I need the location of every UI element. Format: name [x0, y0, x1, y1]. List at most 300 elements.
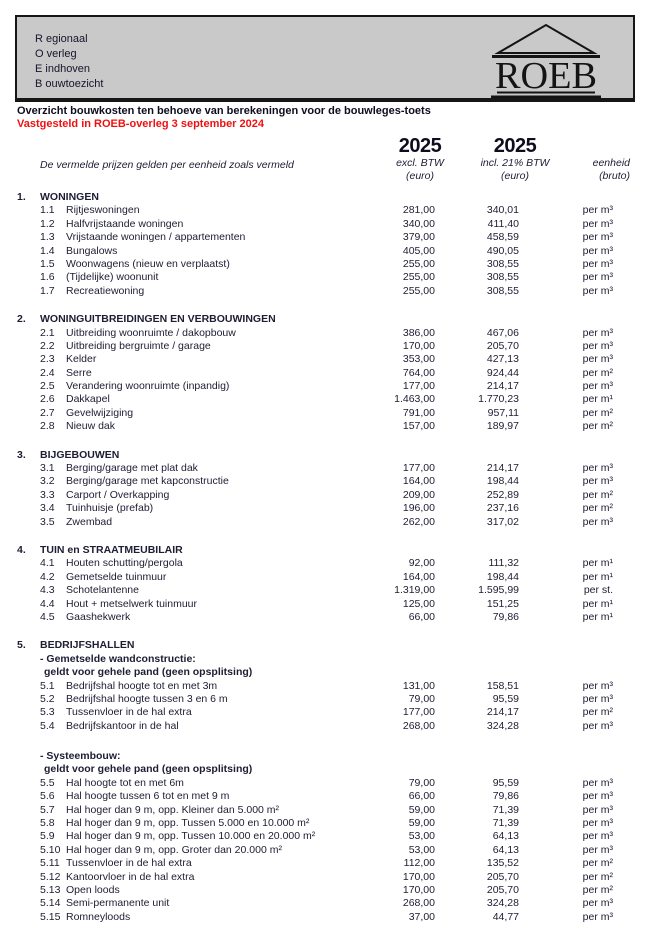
row-label: Tuinhuisje (prefab) — [66, 502, 154, 515]
row-number: 1.1 — [40, 204, 55, 217]
excl-btw-label: excl. BTW — [396, 157, 444, 169]
roeb-logo — [485, 22, 607, 105]
table-row — [17, 231, 651, 244]
spacer — [17, 666, 40, 679]
spacer — [17, 897, 40, 910]
spacer — [17, 393, 40, 406]
section-title: WONINGUITBREIDINGEN EN VERBOUWINGEN — [40, 313, 276, 326]
row-unit: per m³ — [582, 217, 613, 230]
row-price-incl: 205,70 — [486, 339, 519, 352]
table-row — [17, 353, 651, 366]
spacer — [17, 777, 40, 790]
row-number: 1.7 — [40, 284, 55, 297]
row-price-incl: 198,44 — [486, 570, 519, 583]
row-label: Romneyloods — [66, 910, 131, 923]
row-unit: per m³ — [582, 380, 613, 393]
row-price-incl: 214,17 — [486, 462, 519, 475]
spacer — [17, 258, 40, 271]
row-price-excl: 379,00 — [402, 231, 435, 244]
row-unit: per m³ — [582, 817, 613, 830]
row-price-incl: 71,39 — [492, 817, 519, 830]
table-row — [17, 844, 651, 857]
row-number: 2.4 — [40, 366, 55, 379]
row-label: Hal hoogte tussen 6 tot en met 9 m — [66, 790, 230, 803]
table-row — [17, 502, 651, 515]
spacer — [17, 340, 40, 353]
org-name-lines — [35, 32, 103, 92]
section-group — [17, 462, 651, 529]
row-label: Gemetselde tuinmuur — [66, 570, 167, 583]
table-row — [17, 285, 651, 298]
row-unit: per st. — [583, 584, 613, 597]
group-subtitle — [17, 666, 651, 679]
row-number: 5.14 — [40, 897, 61, 910]
group-subtitle-text: geldt voor gehele pand (geen opsplitsing) — [44, 763, 253, 776]
row-price-incl: 427,13 — [486, 353, 519, 366]
row-number: 2.6 — [40, 393, 55, 406]
section-title: WONINGEN — [40, 191, 99, 203]
org-line-overleg: O verleg — [35, 48, 77, 60]
row-price-incl: 467,06 — [486, 326, 519, 339]
row-number: 2.2 — [40, 339, 55, 352]
sections — [17, 191, 651, 924]
row-label: Hal hoogte tot en met 6m — [66, 776, 184, 789]
column-headers — [17, 135, 651, 183]
row-number: 3.4 — [40, 502, 55, 515]
row-price-excl: 268,00 — [402, 719, 435, 732]
row-price-excl: 1.463,00 — [394, 393, 435, 406]
spacer — [17, 871, 40, 884]
row-number: 5.15 — [40, 910, 61, 923]
row-label: Kantoorvloer in de hal extra — [66, 870, 195, 883]
section-title: BEDRIJFSHALLEN — [40, 639, 135, 652]
row-price-excl: 112,00 — [403, 857, 435, 870]
group-subtitle-text: - Systeembouw: — [40, 750, 121, 763]
row-unit: per m³ — [582, 326, 613, 339]
table-row — [17, 857, 651, 870]
table-row — [17, 706, 651, 719]
spacer — [17, 571, 40, 584]
row-unit: per m² — [582, 502, 613, 515]
row-number: 2.1 — [40, 326, 55, 339]
row-price-excl: 170,00 — [402, 870, 435, 883]
row-price-incl: 214,17 — [486, 380, 519, 393]
row-price-excl: 177,00 — [402, 380, 435, 393]
row-price-excl: 281,00 — [402, 204, 435, 217]
section-number: 2. — [17, 313, 26, 326]
row-unit: per m³ — [582, 462, 613, 475]
row-price-excl: 66,00 — [408, 790, 435, 803]
spacer — [17, 231, 40, 244]
row-label: Houten schutting/pergola — [66, 557, 183, 570]
row-number: 5.11 — [40, 857, 60, 870]
row-unit: per m² — [582, 406, 613, 419]
spacer — [17, 598, 40, 611]
row-label: Bedrijfshal hoogte tussen 3 en 6 m — [66, 692, 228, 705]
row-price-excl: 255,00 — [402, 284, 435, 297]
row-label: Open loods — [66, 883, 120, 896]
spacer — [17, 516, 40, 529]
row-price-incl: 95,59 — [492, 776, 519, 789]
row-number: 5.1 — [40, 679, 55, 692]
section-number: 5. — [17, 639, 26, 652]
row-unit: per m³ — [582, 830, 613, 843]
row-label: Verandering woonruimte (inpandig) — [66, 380, 230, 393]
spacer — [17, 475, 40, 488]
row-unit: per m¹ — [582, 597, 613, 610]
table-row — [17, 680, 651, 693]
spacer — [17, 218, 40, 231]
row-label: Bedrijfskantoor in de hal — [66, 719, 179, 732]
row-number: 4.2 — [40, 570, 55, 583]
row-price-incl: 317,02 — [486, 515, 519, 528]
row-number: 3.2 — [40, 475, 55, 488]
row-price-excl: 170,00 — [402, 883, 435, 896]
eenheid-label: eenheid — [592, 157, 630, 169]
row-unit: per m³ — [582, 843, 613, 856]
row-price-excl: 255,00 — [402, 257, 435, 270]
spacer — [17, 204, 40, 217]
row-unit: per m³ — [582, 353, 613, 366]
row-label: Tussenvloer in de hal extra — [66, 857, 192, 870]
row-price-incl: 64,13 — [492, 830, 519, 843]
row-price-excl: 92,00 — [408, 557, 435, 570]
row-label: Nieuw dak — [66, 420, 116, 433]
row-label: Woonwagens (nieuw en verplaatst) — [66, 257, 230, 270]
table-row — [17, 720, 651, 733]
row-number: 5.4 — [40, 719, 55, 732]
spacer — [17, 884, 40, 897]
row-label: Uitbreiding bergruimte / garage — [66, 339, 211, 352]
row-price-incl: 71,39 — [492, 803, 519, 816]
row-price-incl: 44,77 — [492, 910, 519, 923]
spacer — [17, 489, 40, 502]
row-price-excl: 764,00 — [402, 366, 435, 379]
row-unit: per m¹ — [582, 610, 613, 623]
bruto-label: (bruto) — [599, 169, 630, 182]
row-number: 2.3 — [40, 353, 55, 366]
section-group — [17, 750, 651, 924]
spacer — [17, 857, 40, 870]
row-price-incl: 158,51 — [486, 679, 519, 692]
spacer — [17, 611, 40, 624]
row-number: 2.8 — [40, 420, 55, 433]
row-price-incl: 111,32 — [488, 557, 519, 570]
row-number: 5.6 — [40, 790, 55, 803]
row-price-incl: 324,28 — [486, 897, 519, 910]
section-group — [17, 327, 651, 434]
section-group — [17, 557, 651, 624]
spacer — [17, 380, 40, 393]
row-label: Semi-permanente unit — [66, 897, 170, 910]
row-unit: per m³ — [582, 271, 613, 284]
row-price-incl: 924,44 — [486, 366, 519, 379]
row-price-incl: 308,55 — [486, 257, 519, 270]
row-unit: per m³ — [582, 803, 613, 816]
row-price-excl: 59,00 — [408, 817, 435, 830]
row-unit: per m³ — [582, 776, 613, 789]
row-price-incl: 189,97 — [486, 420, 519, 433]
row-label: Gaashekwerk — [66, 610, 131, 623]
row-label: Berging/garage met kapconstructie — [66, 475, 229, 488]
table-row — [17, 830, 651, 843]
row-number: 1.6 — [40, 271, 55, 284]
row-price-incl: 324,28 — [486, 719, 519, 732]
row-label: Bedrijfshal hoogte tot en met 3m — [66, 679, 218, 692]
row-price-incl: 411,40 — [487, 217, 519, 230]
row-price-excl: 177,00 — [402, 706, 435, 719]
table-row — [17, 557, 651, 570]
spacer — [17, 790, 40, 803]
row-unit: per m³ — [582, 339, 613, 352]
group-subtitle-text: geldt voor gehele pand (geen opsplitsing) — [44, 666, 253, 679]
row-price-excl: 405,00 — [402, 244, 435, 257]
table-row — [17, 804, 651, 817]
row-unit: per m³ — [582, 679, 613, 692]
section-heading — [17, 313, 651, 326]
row-price-incl: 214,17 — [486, 706, 519, 719]
spacer — [17, 557, 40, 570]
row-price-excl: 177,00 — [402, 462, 435, 475]
row-label: Uitbreiding woonruimte / dakopbouw — [66, 326, 236, 339]
column-eenheid — [545, 157, 630, 182]
row-price-incl: 64,13 — [492, 843, 519, 856]
page-title: Overzicht bouwkosten ten behoeve van berekeningen voor de bouwleges-toets — [17, 105, 431, 117]
year-incl: 2025 — [493, 135, 537, 157]
row-label: Hal hoger dan 9 m, opp. Groter dan 20.000 m² — [66, 843, 282, 856]
row-price-incl: 458,59 — [486, 231, 519, 244]
price-section — [17, 191, 651, 298]
row-label: Carport / Overkapping — [66, 488, 170, 501]
table-row — [17, 693, 651, 706]
spacer — [17, 750, 40, 763]
row-unit: per m³ — [582, 790, 613, 803]
section-number: 3. — [17, 448, 26, 461]
price-section — [17, 544, 651, 624]
row-label: Zwembad — [66, 515, 113, 528]
row-number: 5.3 — [40, 706, 55, 719]
row-label: (Tijdelijke) woonunit — [66, 271, 159, 284]
row-number: 5.12 — [40, 870, 61, 883]
spacer — [17, 271, 40, 284]
row-unit: per m³ — [582, 204, 613, 217]
row-label: Gevelwijziging — [66, 406, 134, 419]
spacer — [17, 420, 40, 433]
row-price-excl: 53,00 — [408, 830, 435, 843]
row-label: Vrijstaande woningen / appartementen — [66, 231, 246, 244]
row-price-excl: 37,00 — [408, 910, 435, 923]
table-row — [17, 790, 651, 803]
row-number: 5.5 — [40, 776, 55, 789]
row-number: 5.13 — [40, 883, 61, 896]
table-row — [17, 598, 651, 611]
table-row — [17, 911, 651, 924]
row-label: Hal hoger dan 9 m, opp. Kleiner dan 5.000 m² — [66, 803, 280, 816]
section-heading — [17, 191, 651, 204]
spacer — [17, 720, 40, 733]
row-label: Hal hoger dan 9 m, opp. Tussen 10.000 en 20.000 m² — [66, 830, 316, 843]
org-line-eindhoven: E indhoven — [35, 63, 91, 75]
row-label: Tussenvloer in de hal extra — [66, 706, 192, 719]
row-price-incl: 95,59 — [492, 692, 519, 705]
row-number: 3.5 — [40, 515, 55, 528]
table-row — [17, 871, 651, 884]
row-label: Berging/garage met plat dak — [66, 462, 198, 475]
section-heading — [17, 449, 651, 462]
spacer — [17, 462, 40, 475]
row-price-incl: 340,01 — [486, 204, 519, 217]
row-label: Kelder — [66, 353, 97, 366]
row-label: Halfvrijstaande woningen — [66, 217, 184, 230]
org-line-regionaal: R egionaal — [35, 33, 88, 45]
group-subtitle — [17, 750, 651, 763]
column-excl-btw — [377, 135, 463, 182]
section-group — [17, 653, 651, 733]
table-row — [17, 245, 651, 258]
row-unit: per m³ — [582, 910, 613, 923]
row-price-incl: 252,89 — [486, 488, 519, 501]
spacer — [17, 763, 40, 776]
table-row — [17, 271, 651, 284]
row-label: Recreatiewoning — [66, 284, 145, 297]
spacer — [17, 653, 40, 666]
row-unit: per m² — [582, 420, 613, 433]
row-unit: per m³ — [582, 692, 613, 705]
row-unit: per m³ — [582, 515, 613, 528]
row-unit: per m³ — [582, 897, 613, 910]
table-row — [17, 777, 651, 790]
spacer — [17, 502, 40, 515]
price-section — [17, 449, 651, 529]
row-number: 5.2 — [40, 692, 55, 705]
spacer — [17, 680, 40, 693]
row-price-incl: 151,25 — [486, 597, 519, 610]
row-price-excl: 164,00 — [402, 570, 435, 583]
spacer — [17, 911, 40, 924]
row-price-incl: 237,16 — [486, 502, 519, 515]
row-number: 5.7 — [40, 803, 55, 816]
row-price-excl: 79,00 — [408, 692, 435, 705]
row-number: 4.5 — [40, 610, 55, 623]
row-label: Serre — [66, 366, 92, 379]
row-price-excl: 353,00 — [402, 353, 435, 366]
table-row — [17, 516, 651, 529]
incl-btw-label: incl. 21% BTW — [480, 157, 550, 169]
table-row — [17, 327, 651, 340]
row-number: 5.8 — [40, 817, 55, 830]
spacer — [17, 584, 40, 597]
table-row — [17, 380, 651, 393]
row-unit: per m² — [582, 870, 613, 883]
row-price-excl: 170,00 — [402, 339, 435, 352]
spacer — [17, 285, 40, 298]
row-price-excl: 59,00 — [408, 803, 435, 816]
roeb-header-box — [15, 15, 635, 102]
row-unit: per m¹ — [582, 557, 613, 570]
row-price-incl: 308,55 — [486, 271, 519, 284]
table-row — [17, 571, 651, 584]
row-price-excl: 125,00 — [402, 597, 435, 610]
spacer — [17, 844, 40, 857]
group-subtitle — [17, 763, 651, 776]
row-unit: per m³ — [582, 284, 613, 297]
price-section — [17, 313, 651, 434]
row-price-excl: 340,00 — [402, 217, 435, 230]
table-row — [17, 611, 651, 624]
group-subtitle — [17, 653, 651, 666]
spacer — [17, 706, 40, 719]
section-group — [17, 204, 651, 298]
row-price-excl: 791,00 — [402, 406, 435, 419]
roeb-logo-icon — [485, 22, 607, 100]
row-price-excl: 209,00 — [402, 488, 435, 501]
table-row — [17, 420, 651, 433]
row-price-incl: 79,86 — [492, 610, 519, 623]
spacer — [17, 327, 40, 340]
incl-euro-label: (euro) — [500, 169, 529, 182]
row-label: Hal hoger dan 9 m, opp. Tussen 5.000 en 10.000 m² — [66, 817, 310, 830]
price-section — [17, 639, 651, 924]
table-row — [17, 897, 651, 910]
row-price-excl: 255,00 — [402, 271, 435, 284]
spacer — [17, 353, 40, 366]
row-number: 4.1 — [40, 557, 55, 570]
row-unit: per m² — [582, 883, 613, 896]
row-label: Bungalows — [66, 244, 118, 257]
table-row — [17, 407, 651, 420]
row-unit: per m³ — [582, 231, 613, 244]
row-label: Schotelantenne — [66, 584, 139, 597]
row-number: 5.10 — [40, 843, 61, 856]
row-number: 3.3 — [40, 488, 55, 501]
row-price-incl: 957,11 — [487, 406, 519, 419]
row-price-excl: 386,00 — [402, 326, 435, 339]
spacer — [17, 367, 40, 380]
row-label: Rijtjeswoningen — [66, 204, 140, 217]
table-row — [17, 340, 651, 353]
row-price-excl: 262,00 — [402, 515, 435, 528]
table-row — [17, 218, 651, 231]
row-number: 1.4 — [40, 244, 55, 257]
row-number: 1.5 — [40, 257, 55, 270]
row-unit: per m³ — [582, 257, 613, 270]
section-title: BIJGEBOUWEN — [40, 448, 120, 461]
row-price-incl: 1.770,23 — [478, 393, 519, 406]
table-row — [17, 817, 651, 830]
row-price-incl: 79,86 — [492, 790, 519, 803]
row-number: 2.5 — [40, 380, 55, 393]
row-price-excl: 268,00 — [402, 897, 435, 910]
row-price-excl: 1.319,00 — [394, 584, 435, 597]
row-number: 1.2 — [40, 217, 55, 230]
spacer — [17, 830, 40, 843]
row-number: 5.9 — [40, 830, 55, 843]
row-number: 4.4 — [40, 597, 55, 610]
row-price-incl: 205,70 — [486, 883, 519, 896]
table-row — [17, 258, 651, 271]
table-row — [17, 204, 651, 217]
row-unit: per m¹ — [582, 393, 613, 406]
excl-euro-label: (euro) — [405, 169, 434, 182]
table-row — [17, 884, 651, 897]
section-number: 1. — [17, 191, 26, 203]
row-number: 2.7 — [40, 406, 55, 419]
row-price-excl: 164,00 — [402, 475, 435, 488]
row-unit: per m² — [582, 706, 613, 719]
row-price-excl: 53,00 — [408, 843, 435, 856]
row-unit: per m³ — [582, 475, 613, 488]
table-row — [17, 584, 651, 597]
